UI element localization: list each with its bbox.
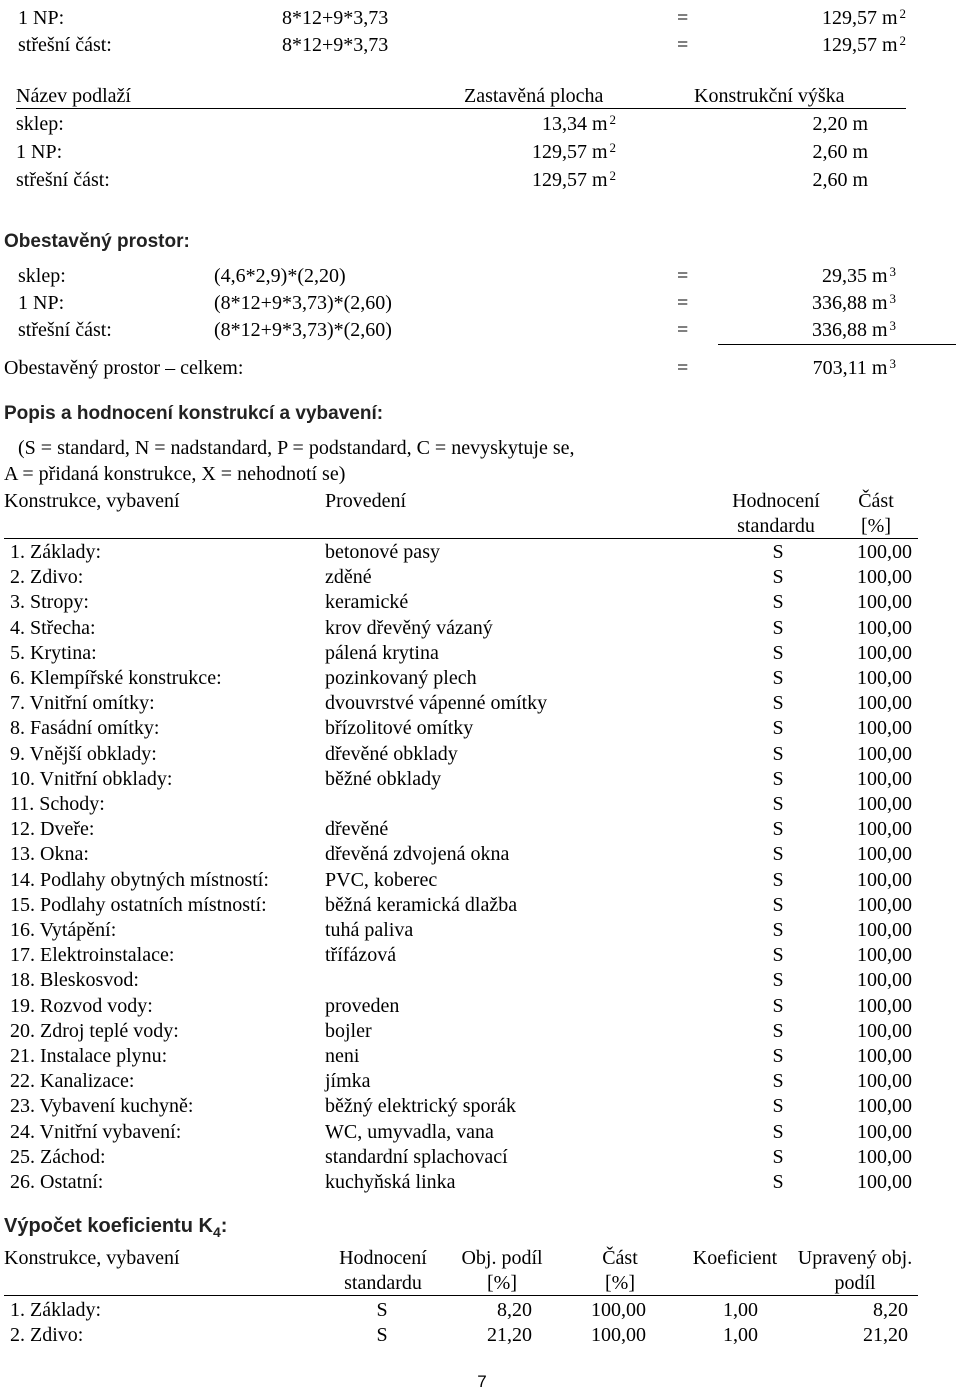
description-row-item: 22. Kanalizace: — [10, 1070, 135, 1093]
description-row-exec: neni — [325, 1045, 360, 1067]
description-row-part: 100,00 — [857, 1019, 912, 1042]
description-row-item: 8. Fasádní omítky: — [10, 717, 160, 740]
description-row-item: 3. Stropy: — [10, 591, 89, 614]
description-row-item: 18. Bleskosvod: — [10, 969, 139, 992]
description-row-exec: betonové pasy — [325, 541, 440, 563]
volume-row-value: 336,88 m $^3$ — [811, 291, 896, 314]
description-row-exec: běžný elektrický sporák — [325, 1095, 517, 1118]
description-header-item: Konstrukce, vybavení — [4, 490, 180, 512]
k4-row-rating: S — [376, 1299, 388, 1321]
description-row-rating: S — [772, 1145, 784, 1168]
description-row-item: 9. Vnější obklady: — [10, 742, 157, 765]
volume-heading: Obestavěný prostor: — [4, 231, 190, 252]
description-row-exec: tuhá paliva — [325, 919, 414, 941]
description-row-part: 100,00 — [857, 818, 912, 841]
floors-header-rule — [16, 108, 906, 109]
description-row-item: 16. Vytápění: — [10, 919, 117, 941]
description-legend-line-1: (S = standard, N = nadstandard, P = podstandard, C = nevyskytuje se, — [18, 437, 575, 459]
description-row-part: 100,00 — [857, 793, 912, 815]
description-row-rating: S — [772, 641, 784, 664]
description-row-exec: PVC, koberec — [325, 868, 438, 891]
floor-row-area: 13,34 m $^2$ — [541, 112, 616, 135]
description-row-rating: S — [772, 793, 784, 815]
description-row-item: 15. Podlahy ostatních místností: — [10, 893, 267, 916]
description-row-exec: krov dřevěný vázaný — [325, 616, 493, 639]
description-row-exec: dvouvrstvé vápenné omítky — [325, 692, 548, 715]
description-row-part: 100,00 — [857, 591, 912, 614]
description-row-part: 100,00 — [857, 843, 912, 866]
description-row-exec: břízolitové omítky — [325, 717, 474, 740]
k4-row-item: 1. Základy: — [10, 1299, 102, 1321]
description-row-exec: bojler — [325, 1019, 372, 1042]
floor-row-area: 129,57 m $^2$ — [531, 168, 616, 191]
description-row-part: 100,00 — [857, 919, 912, 941]
volume-total-eq: = — [677, 357, 689, 379]
k4-row-coef: 1,00 — [723, 1299, 758, 1321]
k4-header-part: Část [%] — [602, 1247, 638, 1294]
k4-header-coef: Koeficient — [692, 1247, 778, 1269]
description-row-item: 10. Vnitřní obklady: — [10, 767, 173, 790]
description-row-rating: S — [772, 1070, 784, 1093]
description-row-part: 100,00 — [857, 868, 912, 891]
description-row-part: 100,00 — [857, 541, 912, 563]
description-row-part: 100,00 — [857, 1120, 912, 1143]
k4-header-share: Obj. podíl [%] — [461, 1247, 543, 1294]
description-row-part: 100,00 — [857, 616, 912, 639]
top-area-label: 1 NP: — [18, 7, 65, 29]
k4-heading: Výpočet koeficientu $K_4$: — [4, 1215, 228, 1240]
description-row-item: 25. Záchod: — [10, 1145, 106, 1168]
description-row-part: 100,00 — [857, 893, 912, 916]
description-row-part: 100,00 — [857, 969, 912, 992]
top-area-eq: = — [677, 34, 689, 56]
volume-row-eq: = — [677, 292, 689, 314]
description-row-exec: dřevěné — [325, 818, 389, 841]
description-row-rating: S — [772, 591, 784, 614]
floor-row-area: 129,57 m $^2$ — [531, 140, 616, 163]
description-row-exec: proveden — [325, 994, 400, 1017]
description-header-exec: Provedení — [325, 490, 407, 512]
volume-row-label: 1 NP: — [18, 292, 65, 314]
k4-row-rating: S — [376, 1324, 388, 1346]
description-row-part: 100,00 — [857, 994, 912, 1017]
description-row-exec: jímka — [325, 1070, 371, 1093]
floor-row-name: 1 NP: — [16, 141, 63, 163]
description-row-item: 14. Podlahy obytných místností: — [10, 868, 269, 891]
description-row-part: 100,00 — [857, 742, 912, 765]
floor-row-height: 2,20 m — [812, 113, 868, 135]
description-row-part: 100,00 — [857, 1095, 912, 1118]
description-row-item: 7. Vnitřní omítky: — [10, 692, 155, 715]
description-row-item: 6. Klempířské konstrukce: — [10, 667, 222, 689]
description-row-item: 17. Elektroinstalace: — [10, 944, 175, 967]
floor-row-height: 2,60 m — [812, 141, 868, 163]
description-row-part: 100,00 — [857, 667, 912, 689]
volume-row-value: 29,35 m $^3$ — [821, 264, 896, 287]
description-row-exec: keramické — [325, 591, 409, 614]
k4-row-adjusted: 21,20 — [863, 1324, 908, 1346]
description-row-rating: S — [772, 994, 784, 1017]
description-row-exec: dřevěné obklady — [325, 742, 458, 765]
description-row-item: 23. Vybavení kuchyně: — [10, 1095, 194, 1118]
description-row-exec: dřevěná zdvojená okna — [325, 843, 510, 866]
k4-row-coef: 1,00 — [723, 1324, 758, 1346]
description-row-item: 5. Krytina: — [10, 641, 97, 664]
description-row-exec: WC, umyvadla, vana — [325, 1120, 494, 1143]
description-row-exec: běžná keramická dlažba — [325, 893, 518, 916]
description-row-rating: S — [772, 969, 784, 992]
description-row-rating: S — [772, 1045, 784, 1067]
k4-header-adjusted: Upravený obj. podíl — [797, 1247, 913, 1294]
top-area-formula: 8*12+9*3,73 — [282, 34, 389, 56]
floor-row-name: sklep: — [16, 113, 64, 135]
description-row-exec: třífázová — [325, 944, 397, 967]
top-area-eq: = — [677, 7, 689, 29]
description-row-item: 2. Zdivo: — [10, 566, 84, 589]
k4-header-rating: Hodnocení standardu — [339, 1247, 427, 1294]
description-row-exec: pozinkovaný plech — [325, 667, 477, 689]
k4-row-part: 100,00 — [591, 1324, 646, 1346]
description-row-part: 100,00 — [857, 1145, 912, 1168]
description-row-rating: S — [772, 1120, 784, 1143]
volume-row-label: střešní část: — [18, 319, 112, 341]
volume-row-eq: = — [677, 319, 689, 341]
description-row-exec: kuchyňská linka — [325, 1171, 456, 1193]
description-row-part: 100,00 — [857, 767, 912, 790]
description-row-item: 13. Okna: — [10, 843, 89, 866]
k4-row-item: 2. Zdivo: — [10, 1324, 84, 1346]
description-row-rating: S — [772, 566, 784, 589]
volume-total-value: 703,11 m $^3$ — [812, 356, 896, 379]
k4-header-rule — [4, 1295, 918, 1296]
description-row-part: 100,00 — [857, 692, 912, 715]
floor-row-name: střešní část: — [16, 169, 110, 191]
description-row-rating: S — [772, 868, 784, 891]
description-row-rating: S — [772, 616, 784, 639]
description-row-item: 11. Schody: — [10, 793, 105, 815]
floors-header-name: Název podlaží — [16, 85, 131, 107]
description-header-rating: Hodnocení standardu — [732, 490, 820, 537]
description-row-part: 100,00 — [857, 944, 912, 967]
top-area-label: střešní část: — [18, 34, 112, 56]
description-row-part: 100,00 — [857, 717, 912, 740]
description-row-part: 100,00 — [857, 1070, 912, 1093]
description-row-exec: běžné obklady — [325, 767, 442, 790]
description-row-item: 20. Zdroj teplé vody: — [10, 1019, 179, 1042]
volume-row-formula: (4,6*2,9)*(2,20) — [214, 265, 346, 287]
description-row-rating: S — [772, 818, 784, 841]
floors-header-area: Zastavěná plocha — [464, 85, 604, 107]
description-row-item: 26. Ostatní: — [10, 1171, 104, 1193]
k4-row-share: 8,20 — [497, 1299, 532, 1321]
description-row-part: 100,00 — [857, 641, 912, 664]
description-row-rating: S — [772, 1095, 784, 1118]
description-row-rating: S — [772, 893, 784, 916]
volume-row-value: 336,88 m $^3$ — [811, 318, 896, 341]
description-row-rating: S — [772, 541, 784, 563]
k4-row-part: 100,00 — [591, 1299, 646, 1321]
volume-row-eq: = — [677, 265, 689, 287]
k4-row-share: 21,20 — [487, 1324, 532, 1346]
description-row-rating: S — [772, 1171, 784, 1193]
description-row-part: 100,00 — [857, 566, 912, 589]
description-row-rating: S — [772, 692, 784, 715]
description-row-item: 4. Střecha: — [10, 616, 96, 639]
description-row-rating: S — [772, 767, 784, 790]
description-row-rating: S — [772, 919, 784, 941]
description-header-part: Část [%] — [858, 490, 894, 537]
description-header-rule — [4, 538, 918, 539]
page-number: 7 — [477, 1372, 487, 1391]
volume-row-formula: (8*12+9*3,73)*(2,60) — [214, 319, 392, 341]
description-row-item: 19. Rozvod vody: — [10, 994, 153, 1017]
description-heading: Popis a hodnocení konstrukcí a vybavení: — [4, 403, 384, 424]
description-row-item: 21. Instalace plynu: — [10, 1045, 168, 1067]
top-area-value: 129,57 m $^2$ — [821, 33, 906, 56]
description-row-exec: pálená krytina — [325, 641, 439, 664]
description-row-exec: zděné — [325, 566, 372, 589]
volume-total-label: Obestavěný prostor – celkem: — [4, 357, 244, 379]
description-row-item: 12. Dveře: — [10, 818, 95, 841]
top-area-formula: 8*12+9*3,73 — [282, 7, 389, 29]
description-row-item: 24. Vnitřní vybavení: — [10, 1120, 182, 1143]
volume-sum-rule — [718, 344, 956, 345]
description-row-rating: S — [772, 1019, 784, 1042]
floor-row-height: 2,60 m — [812, 169, 868, 191]
description-row-rating: S — [772, 843, 784, 866]
description-row-item: 1. Základy: — [10, 541, 102, 563]
k4-row-adjusted: 8,20 — [873, 1299, 908, 1321]
description-row-part: 100,00 — [857, 1045, 912, 1067]
top-area-value: 129,57 m $^2$ — [821, 6, 906, 29]
description-row-exec: standardní splachovací — [325, 1145, 508, 1168]
k4-header-item: Konstrukce, vybavení — [4, 1247, 180, 1269]
description-row-rating: S — [772, 667, 784, 689]
volume-row-formula: (8*12+9*3,73)*(2,60) — [214, 292, 392, 314]
description-row-rating: S — [772, 944, 784, 967]
description-row-rating: S — [772, 742, 784, 765]
description-row-rating: S — [772, 717, 784, 740]
volume-row-label: sklep: — [18, 265, 66, 287]
floors-header-height: Konstrukční výška — [694, 85, 845, 107]
description-row-part: 100,00 — [857, 1171, 912, 1193]
description-legend-line-2: A = přidaná konstrukce, X = nehodnotí se) — [4, 463, 346, 485]
